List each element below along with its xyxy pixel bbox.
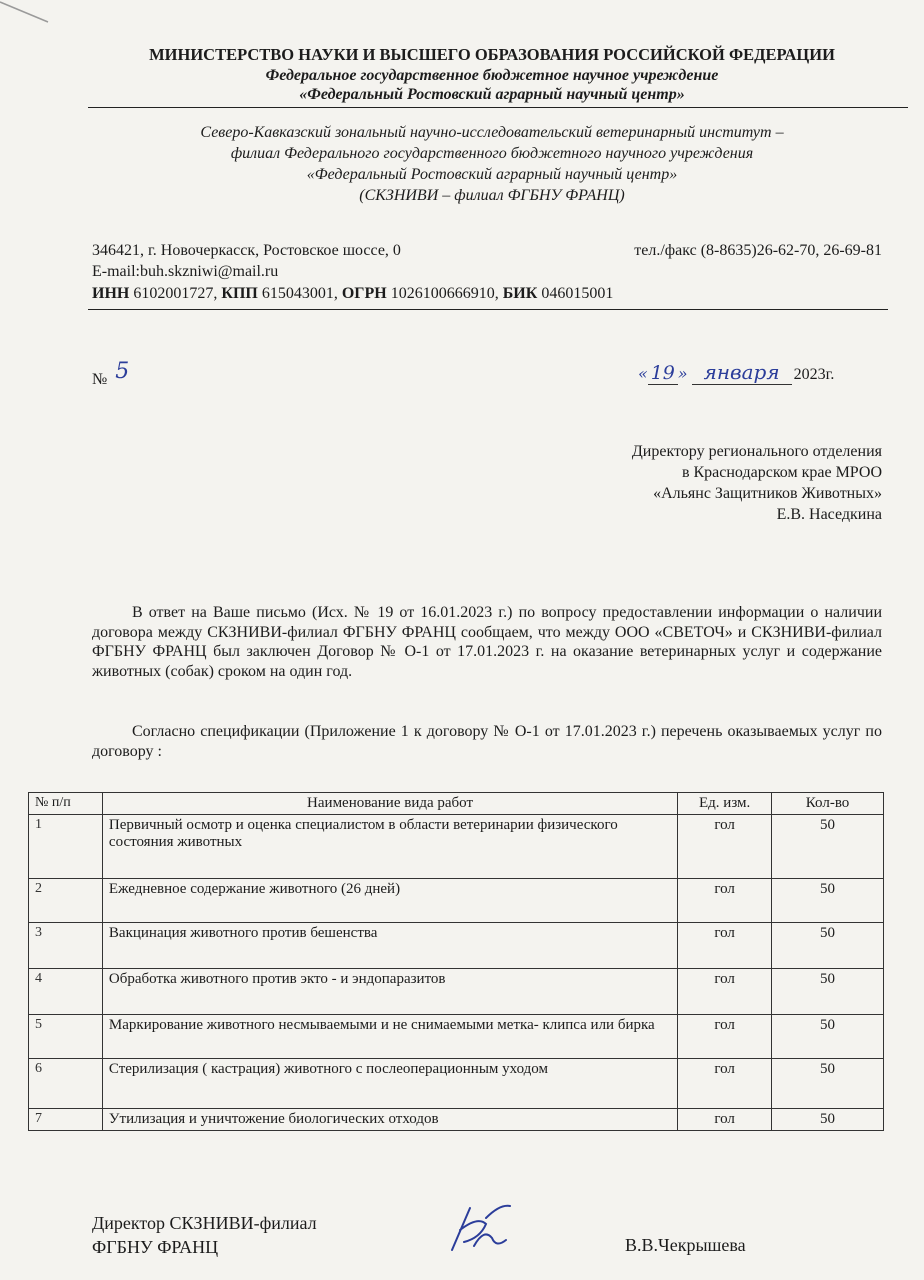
kpp-value: 615043001, [261, 285, 338, 302]
row-unit: гол [678, 923, 772, 969]
table-row [29, 1015, 884, 1059]
branch-name-line1: Северо-Кавказский зональный научно-исследовательский ветеринарный институт – [200, 124, 784, 141]
handwritten-signature [430, 1198, 520, 1264]
row-qty: 50 [772, 1059, 884, 1109]
kpp-label: КПП [221, 285, 258, 302]
requisites-line [92, 285, 613, 303]
row-number: 7 [29, 1109, 103, 1131]
contacts-rule [88, 309, 888, 310]
table-row [29, 1059, 884, 1109]
row-number: 1 [29, 815, 103, 879]
signatory-name: В.В.Чекрышева [625, 1235, 746, 1255]
date-year: 2023г. [793, 366, 835, 383]
row-service: Утилизация и уничтожение биологических отходов [102, 1109, 677, 1131]
row-service: Ежедневное содержание животного (26 дней) [102, 879, 677, 923]
row-unit: гол [678, 969, 772, 1015]
addressee-name: Е.В. Наседкина [776, 506, 882, 523]
doc-number-value: 5 [115, 359, 130, 384]
row-qty: 50 [772, 815, 884, 879]
header-cell-qty: Кол-во [772, 793, 884, 815]
addressee-line: «Альянс Защитников Животных» [653, 485, 882, 502]
doc-number-label: № [92, 371, 108, 388]
addressee-block [632, 441, 882, 525]
row-qty: 50 [772, 879, 884, 923]
scan-corner-mark [0, 0, 60, 30]
inn-value: 6102001727, [133, 285, 218, 302]
ministry-title: МИНИСТЕРСТВО НАУКИ И ВЫСШЕГО ОБРАЗОВАНИЯ РОССИЙСКОЙ ФЕДЕРАЦИИ [149, 45, 835, 64]
table-row [29, 969, 884, 1015]
header-cell-name: Наименование вида работ [102, 793, 677, 815]
row-number: 6 [29, 1059, 103, 1109]
table-row [29, 1109, 884, 1131]
date-close-quote: » [677, 364, 688, 383]
body-paragraph-1: В ответ на Ваше письмо (Исх. № 19 от 16.01.2023 г.) по вопросу предоставлении информации о наличии договора между СКЗНИВИ-филиал ФГБНУ ФРАНЦ сообщаем, что между ООО «СВЕТОЧ» и СКЗНИВИ-филиал ФГБНУ ФРАНЦ был заключен Договор № О-1 от 17.01.2023 г. на оказание ветеринарных услуг и содержание животных (собак) сроком на один год. [92, 604, 882, 680]
doc-number [92, 359, 130, 390]
row-qty: 50 [772, 969, 884, 1015]
row-service: Первичный осмотр и оценка специалистом в области ветеринарии физического состояния животных [102, 815, 677, 879]
signatory-title-line1: Директор СКЗНИВИ-филиал [92, 1213, 317, 1233]
row-number: 3 [29, 923, 103, 969]
phone-fax: тел./факс (8-8635)26-62-70, 26-69-81 [634, 242, 882, 259]
ogrn-value: 1026100666910, [390, 285, 499, 302]
row-service: Стерилизация ( кастрация) животного с послеоперационным уходом [102, 1059, 677, 1109]
row-number: 5 [29, 1015, 103, 1059]
email: E-mail:buh.skzniwi@mail.ru [92, 263, 279, 280]
row-unit: гол [678, 815, 772, 879]
header-cell-number: № п/п [29, 793, 103, 815]
signatory-title [92, 1211, 317, 1259]
addressee-line: в Краснодарском крае МРОО [681, 464, 882, 481]
org-name-line2: «Федеральный Ростовский аграрный научный центр» [299, 86, 685, 103]
branch-name-line3: «Федеральный Ростовский аграрный научный центр» [306, 166, 678, 183]
signatory-title-line2: ФГБНУ ФРАНЦ [92, 1237, 219, 1257]
doc-date [638, 360, 834, 385]
row-unit: гол [678, 1059, 772, 1109]
table-row [29, 815, 884, 879]
bik-value: 046015001 [541, 285, 614, 302]
bik-label: БИК [502, 285, 538, 302]
row-unit: гол [678, 1109, 772, 1131]
header-rule [88, 107, 908, 108]
row-service: Обработка животного против экто - и эндопаразитов [102, 969, 677, 1015]
row-qty: 50 [772, 1109, 884, 1131]
date-month: января [692, 360, 792, 385]
row-unit: гол [678, 1015, 772, 1059]
row-service: Маркирование животного несмываемыми и не снимаемыми метка- клипса или бирка [102, 1015, 677, 1059]
address: 346421, г. Новочеркасск, Ростовское шоссе, 0 [92, 242, 401, 259]
row-number: 2 [29, 879, 103, 923]
branch-name-line2: филиал Федерального государственного бюджетного научного учреждения [230, 145, 754, 162]
row-service: Вакцинация животного против бешенства [102, 923, 677, 969]
row-unit: гол [678, 879, 772, 923]
date-open-quote: « [638, 364, 648, 383]
body-paragraph-2: Согласно спецификации (Приложение 1 к договору № О-1 от 17.01.2023 г.) перечень оказываемых услуг по договору : [92, 723, 882, 760]
row-qty: 50 [772, 923, 884, 969]
table-row [29, 923, 884, 969]
ogrn-label: ОГРН [341, 285, 387, 302]
addressee-line: Директору регионального отделения [631, 443, 882, 460]
table-row [29, 879, 884, 923]
row-number: 4 [29, 969, 103, 1015]
row-qty: 50 [772, 1015, 884, 1059]
org-name-line1: Федеральное государственное бюджетное научное учреждение [265, 67, 719, 84]
services-table [28, 792, 884, 1131]
date-day: 19 [648, 362, 678, 385]
inn-label: ИНН [92, 285, 130, 302]
branch-name-line4: (СКЗНИВИ – филиал ФГБНУ ФРАНЦ) [359, 187, 625, 204]
table-header-row [29, 793, 884, 815]
header-cell-unit: Ед. изм. [678, 793, 772, 815]
